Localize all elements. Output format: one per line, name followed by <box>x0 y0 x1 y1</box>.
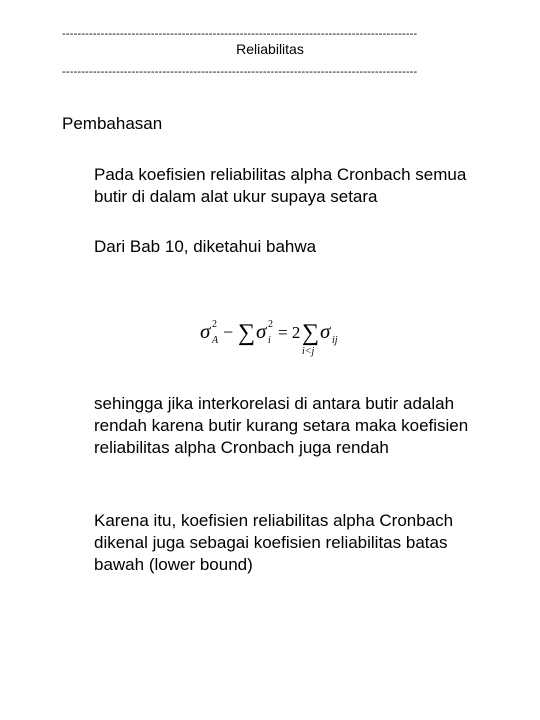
formula-sq-i: 2 <box>268 319 273 330</box>
paragraph-interkorelasi: sehingga jika interkorelasi di antara butir adalah rendah karena butir kurang setara maka koefisien reliabilitas alpha Cronbach juga rendah <box>94 394 469 457</box>
formula-sum-1: ∑ <box>238 320 256 346</box>
header-divider-bottom: -------------------------------------------------------------------------------------------- <box>62 66 418 78</box>
formula-equals: = 2 <box>278 323 301 342</box>
formula-sub-i: i <box>268 335 271 346</box>
paragraph-bab-10: Dari Bab 10, diketahui bahwa <box>94 237 317 256</box>
formula-sum-2: ∑ <box>302 320 320 346</box>
paragraph-lower-bound: Karena itu, koefisien reliabilitas alpha Cronbach dikenal juga sebagai koefisien reliabilitas batas bawah (lower bound) <box>94 511 454 574</box>
formula-minus: − <box>223 322 234 342</box>
formula-sub-ij: ij <box>332 335 338 346</box>
formula-sigma-a: σ <box>200 319 211 343</box>
formula-sq-a: 2 <box>212 319 217 330</box>
variance-formula <box>196 312 366 360</box>
section-heading: Pembahasan <box>62 114 163 133</box>
formula-sigma-i: σ <box>256 319 267 343</box>
formula-sum-index: i<j <box>302 346 315 357</box>
header-divider-top: -------------------------------------------------------------------------------------------- <box>62 28 418 40</box>
paragraph-cronbach-equivalence: Pada koefisien reliabilitas alpha Cronbach semua butir di dalam alat ukur supaya setara <box>94 165 467 206</box>
formula-sub-a: A <box>212 335 219 346</box>
formula-sigma-ij: σ <box>320 319 331 343</box>
page-title: Reliabilitas <box>236 41 304 57</box>
